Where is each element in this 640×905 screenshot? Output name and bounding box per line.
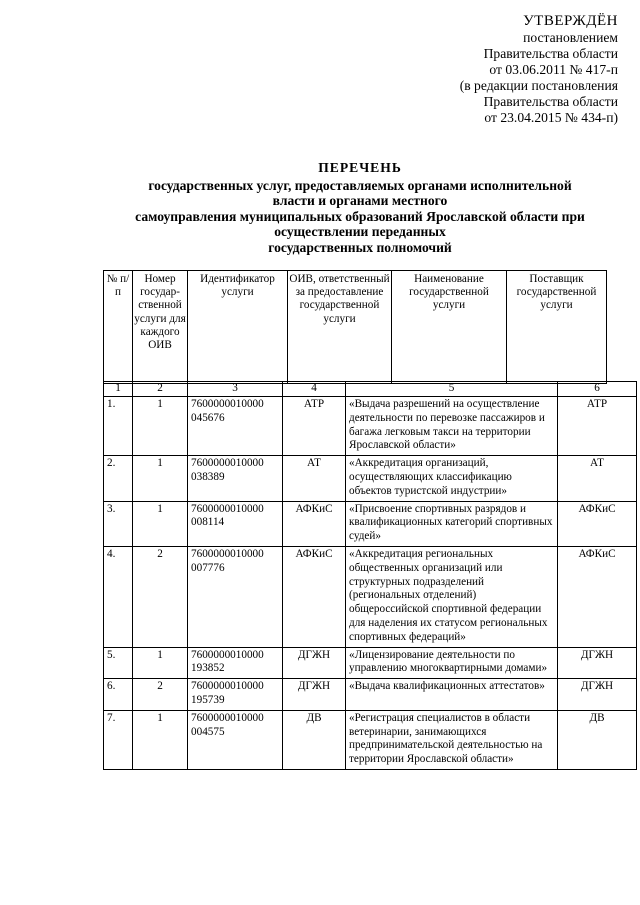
column-number-row [104,382,637,397]
row-service-name: «Выдача разрешений на осуществление деятельности по перевозке пассажиров и багажа легковым такси на территории Ярославской области» [346,397,558,456]
row-provider: АТР [558,397,637,456]
table-row [104,710,637,769]
title-line: самоуправления муниципальных образований Ярославской области при [135,208,585,224]
table-row [104,501,637,546]
document-title [98,160,622,256]
row-oiv: ДГЖН [283,647,346,679]
header-cell-number: № п/п [104,271,133,384]
row-identifier: 7600000010000 004575 [188,710,283,769]
row-service-name: «Регистрация специалистов в области ветеринарии, занимающихся предпринимательской деятельностью на территории Ярославской области» [346,710,558,769]
row-provider: ДГЖН [558,679,637,711]
approval-line: от 03.06.2011 № 417-п [489,62,618,77]
table-row [104,456,637,501]
approval-line: постановлением [523,30,618,45]
row-index: 5. [104,647,133,679]
header-cell-service-number: Номер государ-ственной услуги для каждого ОИВ [133,271,188,384]
row-service-name: «Лицензирование деятельности по управлению многоквартирными домами» [346,647,558,679]
approval-block [358,12,618,126]
row-provider: ДВ [558,710,637,769]
row-provider: АТ [558,456,637,501]
row-identifier: 7600000010000 045676 [188,397,283,456]
table-row [104,546,637,647]
row-service-number: 2 [133,546,188,647]
row-service-name: «Присвоение спортивных разрядов и квалификационных категорий спортивных судей» [346,501,558,546]
approval-line: Правительства области [483,46,618,61]
column-number: 1 [104,382,133,397]
column-number: 3 [188,382,283,397]
approval-line: Правительства области [483,94,618,109]
row-index: 1. [104,397,133,456]
row-provider: ДГЖН [558,647,637,679]
column-number: 2 [133,382,188,397]
row-identifier: 7600000010000 008114 [188,501,283,546]
row-service-name: «Выдача квалификационных аттестатов» [346,679,558,711]
header-cell-identifier: Идентификатор услуги [188,271,288,384]
column-number: 4 [283,382,346,397]
table-row [104,647,637,679]
title-line: государственных полномочий [268,239,452,255]
row-oiv: ДГЖН [283,679,346,711]
row-index: 7. [104,710,133,769]
row-oiv: ДВ [283,710,346,769]
row-oiv: АТР [283,397,346,456]
row-service-number: 1 [133,647,188,679]
approval-line: (в редакции постановления [459,78,618,93]
header-row [104,271,607,384]
column-number: 5 [346,382,558,397]
row-oiv: АФКиС [283,501,346,546]
row-identifier: 7600000010000 195739 [188,679,283,711]
row-identifier: 7600000010000 007776 [188,546,283,647]
header-cell-service-name: Наименование государственной услуги [392,271,507,384]
row-identifier: 7600000010000 193852 [188,647,283,679]
row-oiv: АТ [283,456,346,501]
services-table [103,381,637,770]
table-row [104,679,637,711]
row-service-number: 1 [133,710,188,769]
row-provider: АФКиС [558,546,637,647]
title-line: власти и органами местного [272,193,448,209]
row-index: 6. [104,679,133,711]
row-service-number: 1 [133,456,188,501]
row-service-name: «Аккредитация организаций, осуществляющих классификацию объектов туристской индустрии» [346,456,558,501]
row-provider: АФКиС [558,501,637,546]
row-service-name: «Аккредитация региональных общественных организаций или структурных подразделений (региональных отделений) общероссийской спортивной федерации для наделения их статусом региональных спортивных федераций» [346,546,558,647]
approval-heading: УТВЕРЖДЁН [523,13,618,29]
row-index: 3. [104,501,133,546]
header-cell-oiv: ОИВ, ответственный за предоставление государственной услуги [288,271,392,384]
approval-line: от 23.04.2015 № 434-п) [484,110,618,125]
header-table [103,270,607,384]
title-line: осуществлении переданных [274,224,446,240]
title-line: государственных услуг, предоставляемых органами исполнительной [148,177,572,193]
row-service-number: 1 [133,501,188,546]
row-service-number: 2 [133,679,188,711]
title-main: ПЕРЕЧЕНЬ [318,160,402,175]
column-number: 6 [558,382,637,397]
row-index: 2. [104,456,133,501]
row-oiv: АФКиС [283,546,346,647]
row-identifier: 7600000010000 038389 [188,456,283,501]
row-service-number: 1 [133,397,188,456]
header-cell-provider: Поставщик государственной услуги [507,271,607,384]
row-index: 4. [104,546,133,647]
table-row [104,397,637,456]
